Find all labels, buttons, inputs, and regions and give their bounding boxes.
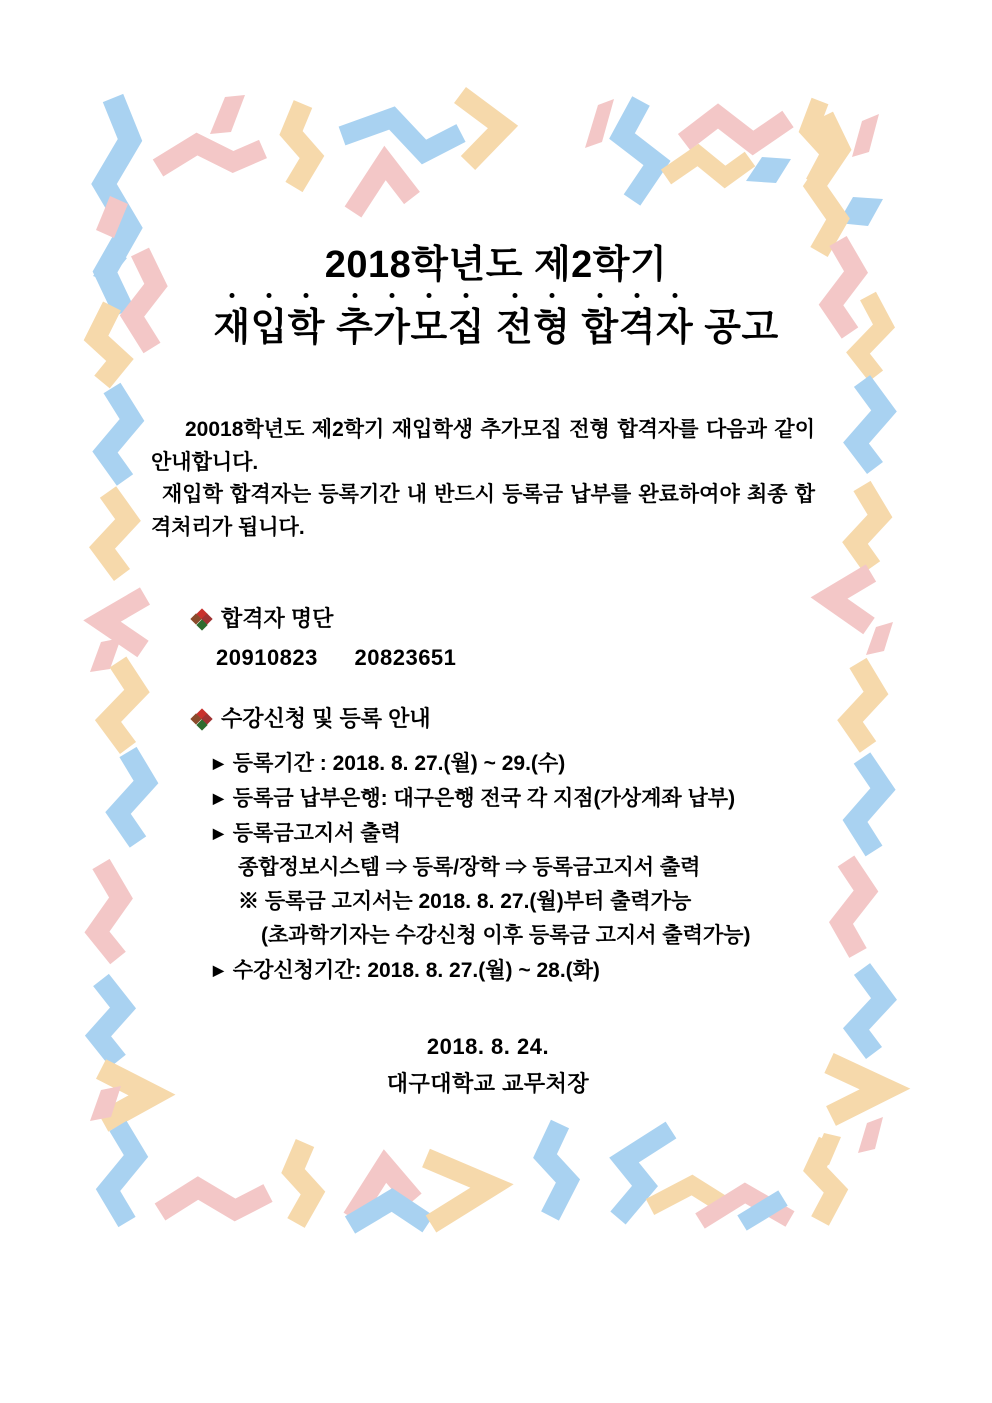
intro-paragraph2-line2: 격처리가 됩니다. bbox=[151, 515, 305, 539]
list-item-registration-period bbox=[213, 746, 871, 781]
main-title-line1: 2018학년도 제2학기 bbox=[324, 244, 668, 286]
page-title bbox=[0, 242, 992, 351]
footer-signature-block bbox=[0, 1028, 976, 1102]
payment-bank-text: 등록금 납부은행: 대구은행 전국 각 지점(가상계좌 납부) bbox=[232, 787, 736, 810]
triangle-bullet-icon: ▶ bbox=[213, 790, 224, 806]
triangle-bullet-icon: ▶ bbox=[213, 755, 224, 771]
accepted-heading-label: 합격자 명단 bbox=[221, 606, 334, 631]
accepted-list-section bbox=[151, 604, 486, 671]
signature: 대구대학교 교무처장 bbox=[386, 1071, 590, 1096]
registration-heading-label: 수강신청 및 등록 안내 bbox=[221, 706, 431, 731]
course-period-text: 수강신청기간: 2018. 8. 27.(월) ~ 28.(화) bbox=[232, 959, 600, 982]
diamond-bullet-icon bbox=[192, 610, 211, 629]
intro-paragraph1-line2: 안내합니다. bbox=[151, 450, 259, 474]
accepted-id: 20823651 bbox=[354, 645, 457, 670]
accepted-id-list bbox=[216, 645, 486, 671]
list-item-course-period bbox=[213, 953, 871, 988]
bill-print-note-text: ※ 등록금 고지서는 2018. 8. 27.(월)부터 출력가능 bbox=[238, 890, 692, 913]
intro-paragraphs bbox=[151, 414, 815, 544]
list-item-payment-bank bbox=[213, 781, 871, 816]
intro-paragraph2-line1: 재입학 합격자는 등록기간 내 반드시 등록금 납부를 완료하여야 최종 합 bbox=[162, 483, 815, 506]
registration-item-list bbox=[151, 746, 871, 988]
accepted-list-heading bbox=[192, 604, 486, 634]
registration-guide-section bbox=[151, 704, 871, 988]
intro-paragraph1-line1: 20018학년도 제2학기 재입학생 추가모집 전형 합격자를 다음과 같이 bbox=[185, 418, 815, 441]
bill-print-note2-text: (초과학기자는 수강신청 이후 등록금 고지서 출력가능) bbox=[261, 924, 751, 947]
list-item-bill-print bbox=[213, 816, 871, 851]
accepted-id: 20910823 bbox=[216, 645, 318, 670]
triangle-bullet-icon: ▶ bbox=[213, 962, 224, 978]
announcement-date: 2018. 8. 24. bbox=[426, 1034, 550, 1059]
main-title-line2: 재입학 추가모집 전형 합격자 공고 bbox=[213, 307, 779, 349]
triangle-bullet-icon: ▶ bbox=[213, 825, 224, 841]
registration-period-text: 등록기간 : 2018. 8. 27.(월) ~ 29.(수) bbox=[232, 752, 566, 775]
diamond-bullet-icon bbox=[192, 710, 211, 729]
registration-heading bbox=[192, 704, 871, 734]
bill-print-text: 등록금고지서 출력 bbox=[232, 822, 401, 845]
bill-print-path-text: 종합정보시스템 ⇒ 등록/장학 ⇒ 등록금고지서 출력 bbox=[238, 856, 701, 879]
